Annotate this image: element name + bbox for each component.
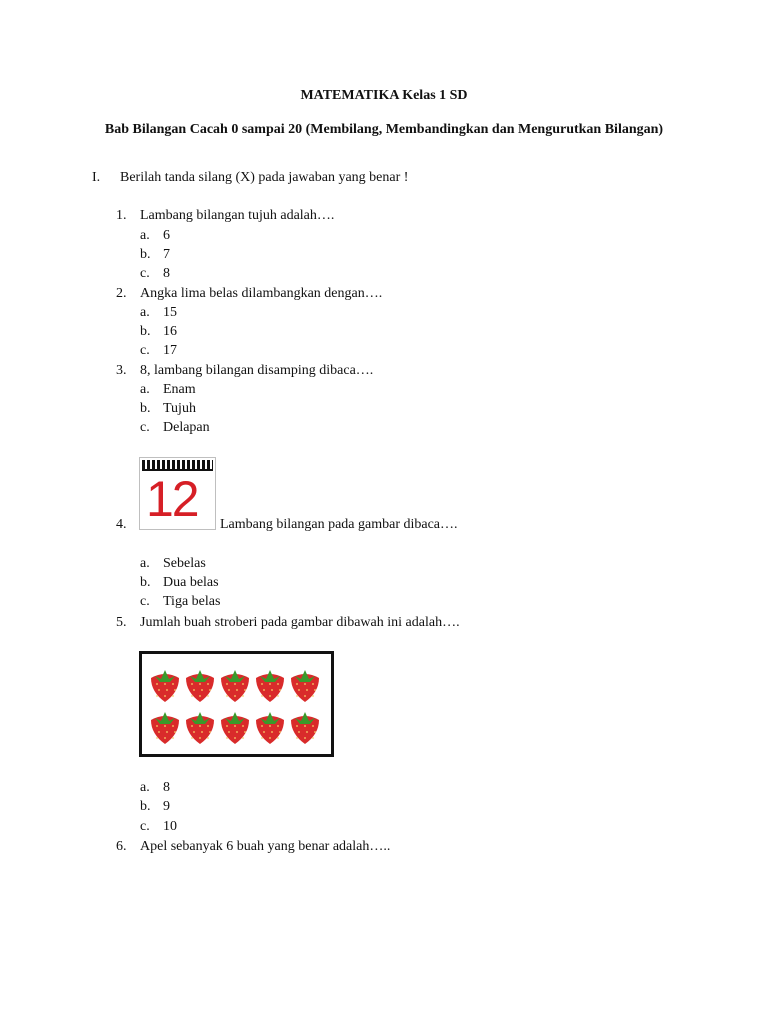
option-text: 8 [163,780,170,795]
strawberry-icon [291,712,319,744]
option-text: Enam [163,382,196,397]
section-number: I. [92,170,101,185]
strawberry-icon [256,670,284,702]
option-letter: c. [140,420,150,435]
strawberry-icon [221,712,249,744]
question-number: 4. [116,517,127,532]
option-letter: c. [140,819,150,834]
option-text: Dua belas [163,575,219,590]
option-text: 7 [163,247,170,262]
strawberry-icon [151,712,179,744]
page-subtitle: Bab Bilangan Cacah 0 sampai 20 (Membilang, Membandingkan dan Mengurutkan Bilangan) [104,122,664,137]
strawberry-icon [186,670,214,702]
calendar-image [139,457,216,530]
option-text: Delapan [163,420,210,435]
question-number: 3. [116,363,127,378]
option-letter: c. [140,266,150,281]
strawberry-icon [151,670,179,702]
strawberry-icon [186,712,214,744]
option-letter: c. [140,343,150,358]
question-text: Angka lima belas dilambangkan dengan…. [140,286,383,301]
calendar-number: 12 [146,471,198,527]
question-number: 5. [116,615,127,630]
option-letter: c. [140,594,150,609]
option-letter: b. [140,247,151,262]
option-letter: b. [140,575,151,590]
option-letter: b. [140,401,151,416]
option-letter: a. [140,556,150,571]
question-text: Lambang bilangan pada gambar dibaca…. [220,517,458,532]
option-text: Tujuh [163,401,196,416]
option-letter: a. [140,382,150,397]
section-instruction: Berilah tanda silang (X) pada jawaban yang benar ! [120,170,409,185]
question-text: Apel sebanyak 6 buah yang benar adalah….. [140,839,391,854]
option-text: 10 [163,819,177,834]
option-text: Tiga belas [163,594,221,609]
option-text: 9 [163,799,170,814]
option-text: 16 [163,324,177,339]
question-text: Lambang bilangan tujuh adalah…. [140,208,335,223]
option-text: 15 [163,305,177,320]
option-text: 8 [163,266,170,281]
option-letter: a. [140,780,150,795]
option-text: 6 [163,228,170,243]
option-text: 17 [163,343,177,358]
option-letter: b. [140,799,151,814]
question-text: Jumlah buah stroberi pada gambar dibawah ini adalah…. [140,615,460,630]
question-number: 6. [116,839,127,854]
strawberry-icon [291,670,319,702]
question-text: 8, lambang bilangan disamping dibaca…. [140,363,374,378]
page-title: MATEMATIKA Kelas 1 SD [300,88,468,103]
strawberry-icon [256,712,284,744]
strawberry-grid [142,654,331,754]
option-letter: b. [140,324,151,339]
option-letter: a. [140,305,150,320]
question-number: 2. [116,286,127,301]
strawberry-image [139,651,334,757]
option-letter: a. [140,228,150,243]
option-text: Sebelas [163,556,206,571]
strawberry-icon [221,670,249,702]
question-number: 1. [116,208,127,223]
